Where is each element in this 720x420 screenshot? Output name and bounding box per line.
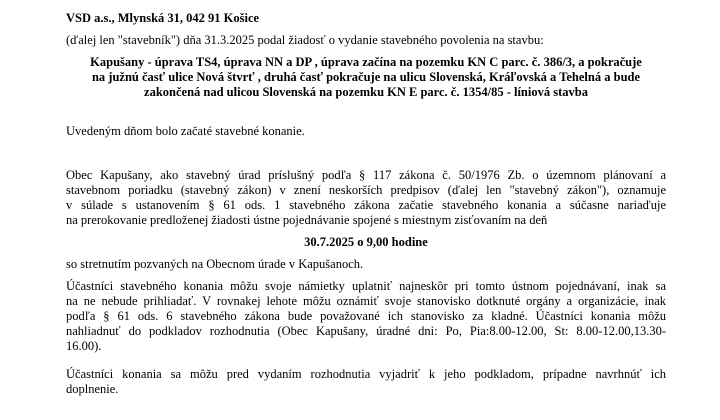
objections-paragraph — [66, 279, 666, 354]
paragraph-line: Účastníci stavebného konania môžu svoje námietky uplatniť najneskôr pri tomto ústnom pojednávaní, inak sa — [66, 279, 666, 293]
paragraph-line: nahliadnuť do podkladov rozhodnutia (Obec Kapušany, úradné dni: Po, Pia:8.00-12.00, St: 8.00-12.00,13.30- — [66, 324, 666, 338]
hearing-date: 30.7.2025 o 9,00 hodine — [304, 235, 428, 249]
paragraph-line: 16.00). — [66, 339, 102, 353]
project-title — [66, 55, 666, 100]
paragraph-line: na ne nebude prihliadať. V rovnakej lehote môžu oznámiť svoje stanovisko dotknuté orgány a organizácie, inak — [66, 294, 666, 308]
comments-paragraph — [66, 367, 666, 397]
project-title-line: zakončená nad ulicou Slovenská na pozemku KN E parc. č. 1354/85 - líniová stavba — [144, 85, 588, 99]
authority-paragraph — [66, 168, 666, 228]
paragraph-line: doplnenie. — [66, 382, 119, 396]
application-intro: (ďalej len "stavebník") dňa 31.3.2025 podal žiadosť o vydanie stavebného povolenia na stavbu: — [66, 33, 544, 47]
paragraph-line: podľa § 61 ods. 6 stavebného zákona bude považované ich stanovisko za kladné. Účastníci konania môžu — [66, 309, 666, 323]
applicant-address: VSD a.s., Mlynská 31, 042 91 Košice — [66, 11, 260, 25]
document-page — [66, 11, 666, 397]
paragraph-line: stavebnom poriadku (stavebný zákon) v znení neskorších predpisov (ďalej len "stavebný zákon"), oznamuje — [66, 183, 666, 197]
paragraph-line: v súlade s ustanovením § 61 ods. 1 stavebného zákona začatie stavebného konania a súčasne nariaďuje — [66, 198, 666, 212]
paragraph-line: Obec Kapušany, ako stavebný úrad príslušný podľa § 117 zákona č. 50/1976 Zb. o územnom plánovaní a — [66, 168, 666, 182]
paragraph-line: Účastníci konania sa môžu pred vydaním rozhodnutia vyjadriť k jeho podkladom, prípadne navrhnúť ich — [66, 367, 666, 381]
proceeding-started-notice: Uvedeným dňom bolo začaté stavebné konanie. — [66, 124, 305, 138]
meeting-place: so stretnutím pozvaných na Obecnom úrade v Kapušanoch. — [66, 257, 364, 271]
paragraph-line: na prerokovanie predloženej žiadosti ústne pojednávanie spojené s miestnym zisťovaním na deň — [66, 213, 548, 227]
project-title-line: Kapušany - úprava TS4, úprava NN a DP , úprava začína na pozemku KN C parc. č. 386/3, a pokračuje — [90, 55, 642, 69]
project-title-line: na južnú časť ulice Nová štvrť , druhá časť pokračuje na ulicu Slovenská, Kráľovská a Tehelná a bude — [91, 70, 641, 84]
